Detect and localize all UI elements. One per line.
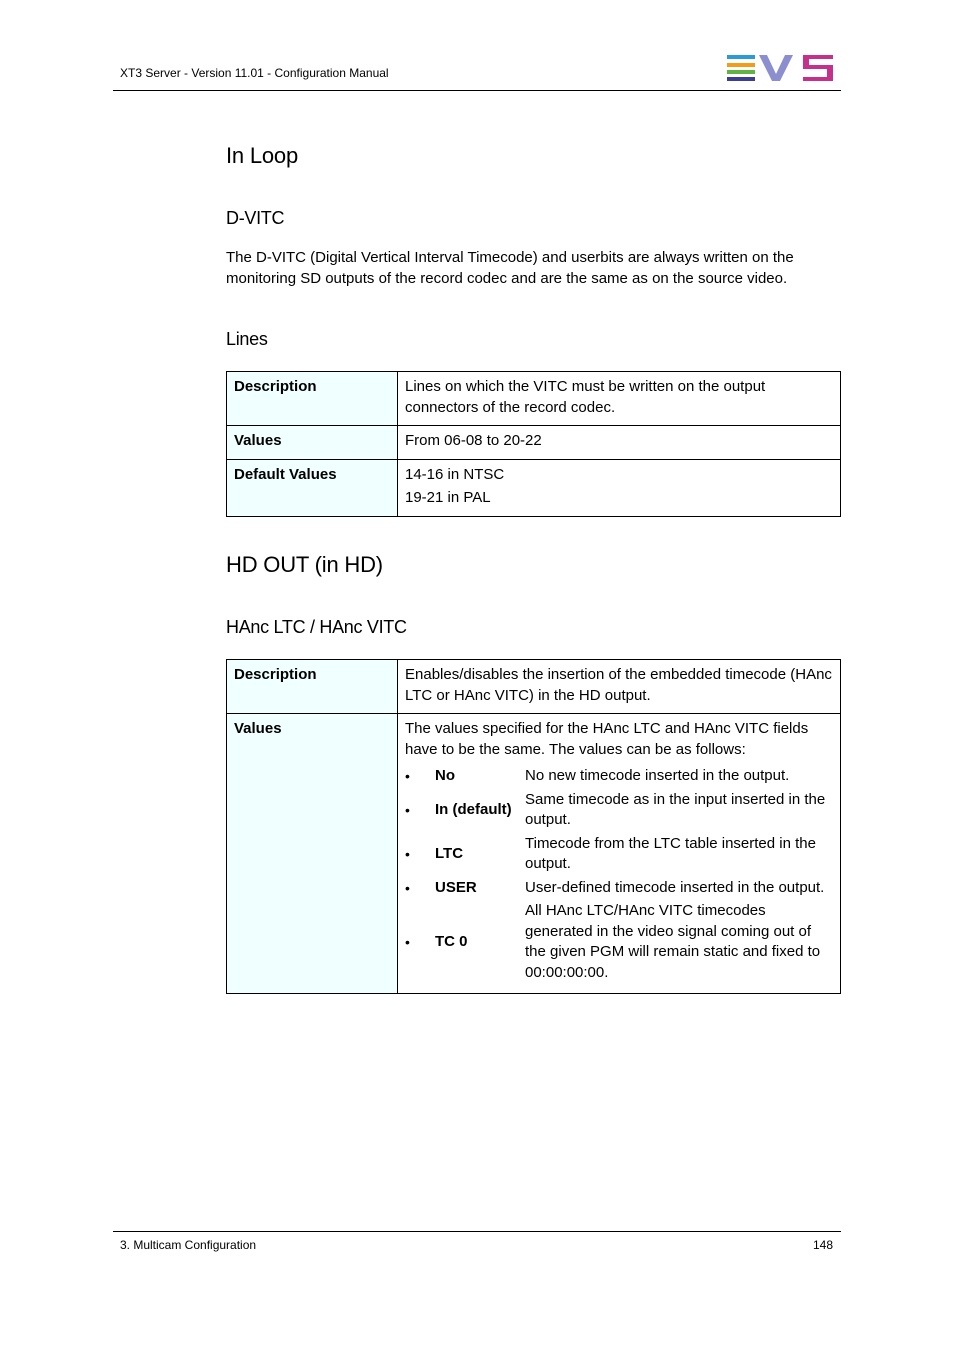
page-number: 148: [812, 1238, 833, 1252]
subsection-title-dvitc: D-VITC: [226, 208, 285, 228]
row-value: [398, 660, 841, 714]
row-value: [398, 459, 841, 516]
bullet-icon: •: [405, 801, 410, 818]
evs-logo: [725, 53, 835, 83]
footer-chapter: 3. Multicam Configuration: [120, 1238, 257, 1252]
list-item: [405, 901, 833, 986]
row-label: Description: [227, 660, 398, 714]
table-row: [227, 660, 841, 714]
bullet-icon: •: [405, 933, 410, 950]
value-name: In (default): [435, 800, 512, 818]
list-item: [405, 790, 833, 834]
values-intro: The values specified for the HAnc LTC and HAnc VITC fields have to be the same. The values can be as follows:: [405, 720, 809, 758]
header-title: XT3 Server - Version 11.01 - Configuration Manual: [120, 66, 389, 80]
row-label: Values: [227, 426, 398, 460]
list-item: [405, 766, 833, 790]
section-title-in-loop: In Loop: [226, 143, 299, 168]
section-title-hd-out: HD OUT (in HD): [226, 552, 383, 577]
value-name: No: [435, 767, 455, 784]
row-value: [398, 426, 841, 460]
value-description: User-defined timecode inserted in the output.: [525, 878, 825, 896]
table-row: [227, 426, 841, 460]
value-name: USER: [435, 878, 477, 896]
subsection-title-lines: Lines: [226, 329, 268, 349]
row-value-line: 19-21 in PAL: [405, 489, 491, 506]
row-label: Default Values: [227, 459, 398, 516]
row-value: [398, 714, 841, 994]
value-name: LTC: [435, 844, 464, 862]
hanc-parameter-table: [226, 659, 841, 994]
subsection-title-hanc: HAnc LTC / HAnc VITC: [226, 617, 407, 637]
lines-parameter-table: [226, 371, 841, 517]
bullet-icon: •: [405, 845, 410, 862]
description-text: Enables/disables the insertion of the embedded timecode (HAnc LTC or HAnc VITC) in the HD output.: [405, 666, 832, 704]
value-list: [405, 766, 833, 986]
bullet-icon: •: [405, 879, 410, 896]
value-description: Same timecode as in the input inserted in the output.: [525, 790, 826, 828]
table-row: [227, 459, 841, 516]
table-row: [227, 714, 841, 994]
value-name: TC 0: [435, 932, 468, 950]
value-description: No new timecode inserted in the output.: [525, 767, 790, 784]
dvitc-paragraph: The D-VITC (Digital Vertical Interval Timecode) and userbits are always written on the monitoring SD outputs of the record codec and are the same as on the source video.: [226, 249, 794, 287]
value-description: All HAnc LTC/HAnc VITC timecodes generated in the video signal coming out of the given PGM will remain static and fixed to 00:00:00:00.: [525, 902, 821, 981]
row-value-line: Lines on which the VITC must be written on the output connectors of the record codec.: [405, 378, 766, 416]
row-value-line: From 06-08 to 20-22: [405, 432, 542, 449]
row-label: Description: [227, 372, 398, 426]
table-row: [227, 372, 841, 426]
list-item: [405, 878, 833, 902]
list-item: [405, 834, 833, 878]
header-divider: [113, 90, 841, 91]
row-value: [398, 372, 841, 426]
footer-divider: [113, 1231, 841, 1232]
value-description: Timecode from the LTC table inserted in the output.: [525, 834, 816, 872]
row-label: Values: [227, 714, 398, 994]
row-value-line: 14-16 in NTSC: [405, 465, 505, 483]
bullet-icon: •: [405, 768, 410, 784]
